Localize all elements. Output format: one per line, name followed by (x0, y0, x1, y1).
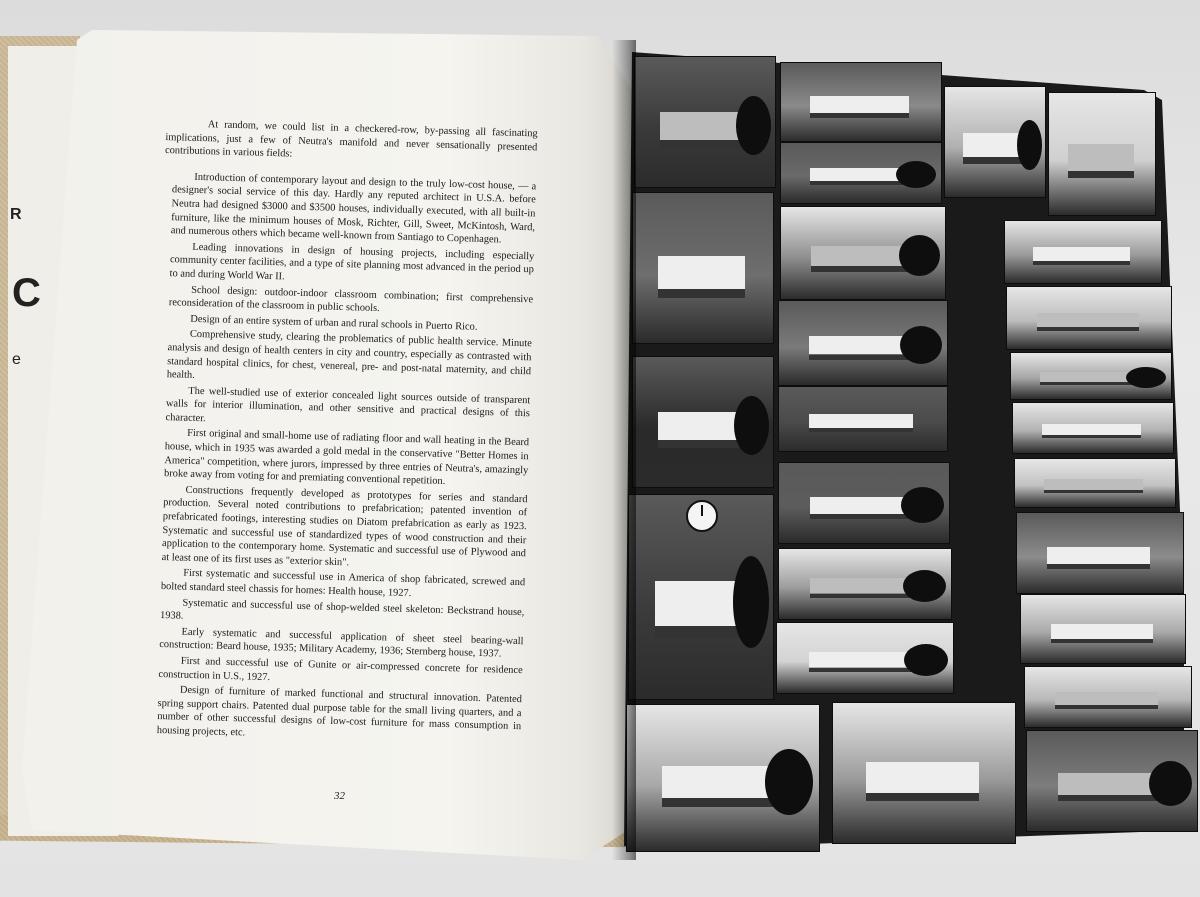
building-shape (1042, 424, 1141, 435)
architecture-photo (1048, 92, 1156, 216)
building-shape (655, 581, 744, 626)
building-shadow (662, 798, 781, 807)
building-shape (1047, 547, 1150, 565)
architecture-photo (632, 356, 774, 488)
building-shape (1068, 144, 1134, 171)
building-shadow (1042, 435, 1141, 438)
underlying-letter: C (12, 271, 41, 315)
building-shape (660, 112, 747, 141)
building-shape (1037, 313, 1139, 327)
architecture-photo (1012, 402, 1174, 454)
tree-shape (904, 644, 948, 676)
tree-shape (1149, 761, 1192, 806)
list-item: Comprehensive study, clearing the problematics of public health service. Minute analysis and design of health centers in city and country, especially as contrasted with standard hospital clinics, for chest, venereal, pre- and post-natal maternity, and child health. (166, 329, 532, 381)
architecture-photo (778, 300, 948, 386)
building-shape (810, 168, 909, 181)
building-shadow (655, 626, 744, 638)
building-shape (658, 412, 745, 441)
building-shape (809, 652, 918, 667)
architecture-photo (778, 462, 950, 544)
building-shape (1044, 479, 1143, 490)
tree-shape (1017, 120, 1042, 170)
building-shadow (809, 428, 913, 432)
architecture-photo (776, 622, 954, 694)
page-number: 32 (334, 790, 345, 802)
building-shape (866, 762, 979, 793)
architecture-photo (1004, 220, 1162, 284)
list-item: First original and small-home use of radiating floor and wall heating in the Beard house, which in 1935 was awarded a gold medal in the conservative "Better Homes in America" competition, where jurors, impressed by three entries of Neutra's, amazingly broke away from voting for and premiating conventional repetition. (163, 428, 530, 488)
architecture-photo (634, 56, 776, 188)
tree-shape (734, 396, 769, 455)
architecture-photo (832, 702, 1016, 844)
building-shape (809, 336, 913, 354)
architecture-photo (1020, 594, 1186, 664)
page-text-block (149, 117, 538, 750)
architecture-photo (1016, 512, 1184, 594)
architecture-photo (780, 142, 942, 204)
building-shadow (1055, 705, 1158, 709)
tree-shape (903, 570, 946, 602)
building-shadow (810, 594, 917, 598)
building-shadow (809, 668, 918, 672)
architecture-photo (780, 62, 942, 142)
list-item: Systematic and successful use of shop-welded steel skeleton: Beckstrand house, 1938. (159, 597, 525, 622)
architecture-photo (1026, 730, 1198, 832)
list-item: Design of an entire system of urban and rural schools in Puerto Rico. (190, 313, 478, 333)
list-item: Constructions frequently developed as prototypes for series and standard production. Several noted contributions to prefabrication; patented invention of prefabricated footings, interesting studies on Diatom prefabrication as early as 1923. Systematic and successful use of standardized types of wood construction and their application to the contemporary home. Systematic and successful use of Plywood and at least one of its first uses as "exterior skin". (161, 484, 528, 569)
tree-shape (901, 487, 944, 523)
contributions-list (149, 170, 537, 748)
building-shadow (1051, 639, 1153, 643)
architecture-photo (626, 704, 820, 852)
building-shape (810, 96, 909, 113)
tree-shape (899, 235, 940, 276)
architecture-photo (1006, 286, 1172, 350)
architecture-photo (944, 86, 1046, 198)
building-shape (1058, 773, 1163, 795)
list-item: The well-studied use of exterior concealed light sources outside of transparent walls for interior illumination, and other sensitive and practical designs of this character. (165, 385, 531, 425)
building-shape (963, 133, 1025, 157)
building-shape (1051, 624, 1153, 639)
list-item: School design: outdoor-indoor classroom combination; first comprehensive reconsideration of the classroom in public schools. (168, 284, 534, 315)
tree-shape (765, 749, 813, 815)
building-shape (1040, 372, 1139, 382)
tree-shape (900, 326, 942, 364)
building-shadow (1033, 261, 1130, 265)
building-shadow (658, 289, 745, 298)
building-shadow (809, 355, 913, 360)
building-shadow (1044, 490, 1143, 493)
building-shape (1033, 247, 1130, 261)
intro-paragraph: At random, we could list in a checkered-row, by-passing all fascinating implications, just a few of Neutra's manifold and never sensationally presented contributions in various fields: (164, 119, 538, 160)
building-shadow (810, 113, 909, 118)
list-item: Design of furniture of marked functional and structural innovation. Patented spring support chairs. Patented dual purpose table for the small living quarters, and a number of other successful designs of low-cost furniture for mass consumption in housing projects, etc. (156, 684, 523, 739)
architecture-photo (1014, 458, 1176, 508)
building-shadow (963, 157, 1025, 164)
building-shadow (658, 440, 745, 448)
architecture-photo (1010, 352, 1172, 400)
building-shadow (1040, 382, 1139, 385)
underlying-letter: R (10, 206, 22, 223)
building-shadow (810, 514, 915, 519)
building-shadow (811, 266, 913, 272)
tree-shape (1126, 367, 1166, 388)
tree-shape (896, 161, 936, 188)
architecture-photo (632, 192, 774, 344)
building-shape (810, 497, 915, 515)
building-shape (810, 578, 917, 593)
building-shape (809, 414, 913, 428)
list-item: Leading innovations in design of housing projects, including especially community center facilities, and a type of site planning most advanced in the period up to and during World War II. (169, 241, 535, 283)
tree-shape (733, 556, 769, 648)
building-shadow (810, 181, 909, 185)
architecture-photo (780, 206, 946, 300)
list-item: First systematic and successful use in America of shop fabricated, screwed and bolted standard steel chassis for homes: Health house, 1927. (160, 568, 526, 600)
list-item: Introduction of contemporary layout and design to the truly low-cost house, — a designer's social service of this day. Hardly any reputed architect in U.S.A. before Neutra had designed $3000 and $3500 houses, individually executed, with all built-in furniture, like the minimum houses of Mosk, Richter, Gill, Sweet, McKintosh, Ward, and numerous others which became well-known from Santiago to Copenhagen. (170, 171, 537, 246)
tree-shape (736, 96, 771, 155)
list-item: First and successful use of Gunite or air-compressed concrete for residence construction in U.S., 1927. (158, 655, 523, 683)
book-gutter-shadow (612, 40, 636, 860)
clock-tower-icon (686, 500, 718, 532)
building-shadow (1037, 327, 1139, 331)
building-shadow (1047, 564, 1150, 569)
architecture-photo (778, 548, 952, 620)
building-shape (1055, 692, 1158, 705)
building-shape (811, 246, 913, 266)
building-shape (658, 256, 745, 289)
architecture-photo (1024, 666, 1192, 728)
building-shape (662, 766, 781, 798)
building-shadow (1058, 795, 1163, 801)
underlying-letter: e (12, 351, 21, 368)
building-shadow (1068, 171, 1134, 178)
list-item: Early systematic and successful application of sheet steel bearing-wall construction: Beard house, 1935; Military Academy, 1936; Sternberg house, 1937. (159, 626, 524, 660)
building-shadow (866, 793, 979, 801)
building-shadow (660, 140, 747, 148)
architecture-photo (778, 386, 948, 452)
